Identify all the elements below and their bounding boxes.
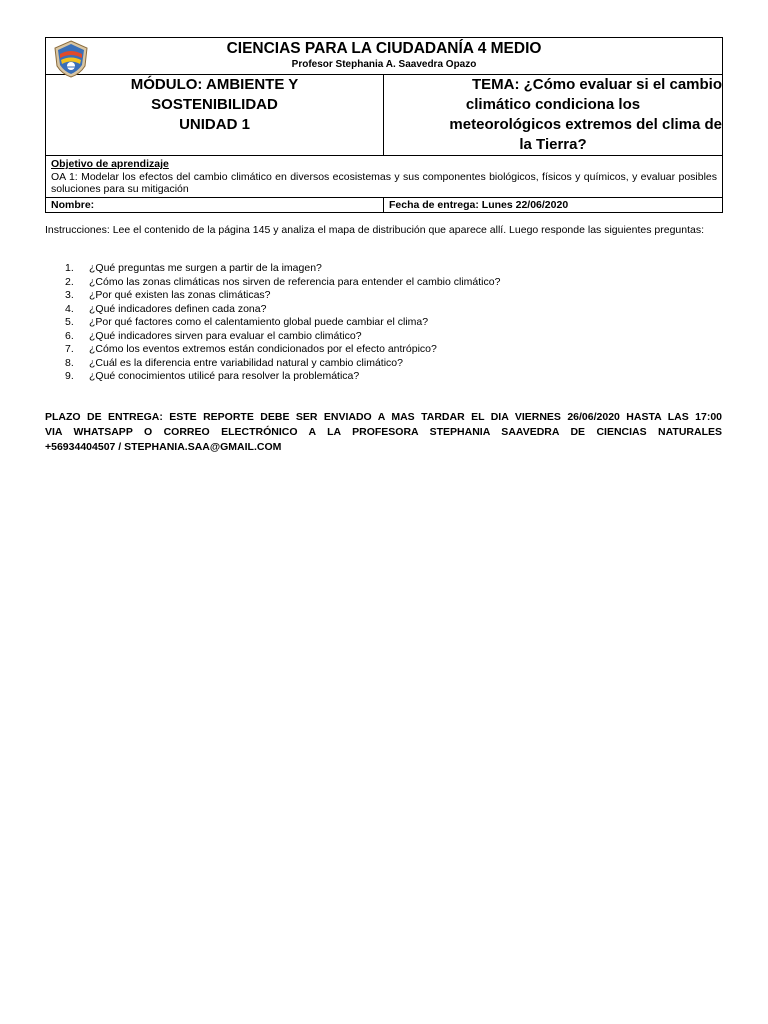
- modulo-line-1: MÓDULO: AMBIENTE Y: [130, 76, 299, 93]
- header-table: [45, 37, 723, 213]
- question-item: [65, 276, 685, 290]
- question-text: ¿Cuál es la diferencia entre variabilidad natural y cambio climático?: [89, 356, 403, 369]
- school-crest-icon: [52, 40, 90, 78]
- question-text: ¿Qué conocimientos utilicé para resolver la problemática?: [89, 370, 360, 382]
- question-number: 3.: [65, 289, 74, 301]
- objetivo-text: OA 1: Modelar los efectos del cambio climático en diversos ecosistemas y sus componentes biológicos, físicos y químicos, y evaluar posibles soluciones para su mitigación: [51, 170, 718, 195]
- document-title: CIENCIAS PARA LA CIUDADANÍA 4 MEDIO: [226, 40, 542, 57]
- question-number: 8.: [65, 356, 74, 369]
- question-number: 2.: [65, 275, 74, 288]
- question-text: ¿Qué indicadores definen cada zona?: [89, 302, 267, 315]
- question-item: [65, 370, 685, 384]
- question-text: ¿Cómo las zonas climáticas nos sirven de referencia para entender el cambio climático?: [89, 275, 501, 288]
- question-item: [65, 289, 685, 303]
- deadline-line-1: PLAZO DE ENTREGA: ESTE REPORTE DEBE SER ENVIADO A MAS TARDAR EL DIA VIERNES 26/06/2020 HASTA LAS 17:00: [45, 411, 722, 423]
- question-text: ¿Cómo los eventos extremos están condicionados por el efecto antrópico?: [89, 343, 437, 355]
- question-item: [65, 303, 685, 317]
- question-item: [65, 343, 685, 357]
- modulo-line-3: UNIDAD 1: [179, 116, 250, 133]
- question-number: 9.: [65, 370, 74, 382]
- question-number: 1.: [65, 262, 74, 274]
- question-item: [65, 262, 685, 276]
- question-item: [65, 330, 685, 344]
- deadline-notice: [45, 410, 722, 455]
- teacher-name: Profesor Stephania A. Saavedra Opazo: [291, 59, 477, 70]
- question-text: ¿Por qué existen las zonas climáticas?: [89, 289, 271, 301]
- tema-line-3: meteorológicos extremos del clima de: [449, 116, 723, 133]
- tema-cell: [384, 75, 723, 156]
- objetivo-cell: [46, 156, 723, 198]
- question-number: 6.: [65, 329, 74, 342]
- tema-line-1: TEMA: ¿Cómo evaluar si el cambio: [471, 76, 723, 93]
- objetivo-heading: Objetivo de aprendizaje: [51, 158, 169, 170]
- tema-line-2: climático condiciona los: [465, 96, 641, 113]
- modulo-line-2: SOSTENIBILIDAD: [151, 96, 278, 113]
- question-number: 7.: [65, 343, 74, 355]
- title-cell: [46, 38, 723, 75]
- fecha-entrega: Fecha de entrega: Lunes 22/06/2020: [384, 197, 723, 212]
- questions-list: [65, 262, 685, 384]
- modulo-cell: [46, 75, 384, 156]
- question-item: [65, 316, 685, 330]
- question-item: [65, 357, 685, 371]
- tema-line-4: la Tierra?: [519, 136, 587, 153]
- question-text: ¿Qué indicadores sirven para evaluar el cambio climático?: [89, 329, 362, 342]
- question-number: 5.: [65, 316, 74, 328]
- deadline-line-3: +56934404507 / STEPHANIA.SAA@GMAIL.COM: [45, 441, 282, 453]
- instructions-text: Instrucciones: Lee el contenido de la página 145 y analiza el mapa de distribución que aparece allí. Luego responde las siguientes preguntas:: [45, 224, 705, 236]
- deadline-line-2: VIA WHATSAPP O CORREO ELECTRÓNICO A LA PROFESORA STEPHANIA SAAVEDRA DE CIENCIAS NATURALES: [45, 426, 722, 438]
- question-number: 4.: [65, 302, 74, 315]
- question-text: ¿Por qué factores como el calentamiento global puede cambiar el clima?: [89, 316, 429, 328]
- nombre-field[interactable]: Nombre:: [46, 197, 384, 212]
- question-text: ¿Qué preguntas me surgen a partir de la imagen?: [89, 262, 322, 274]
